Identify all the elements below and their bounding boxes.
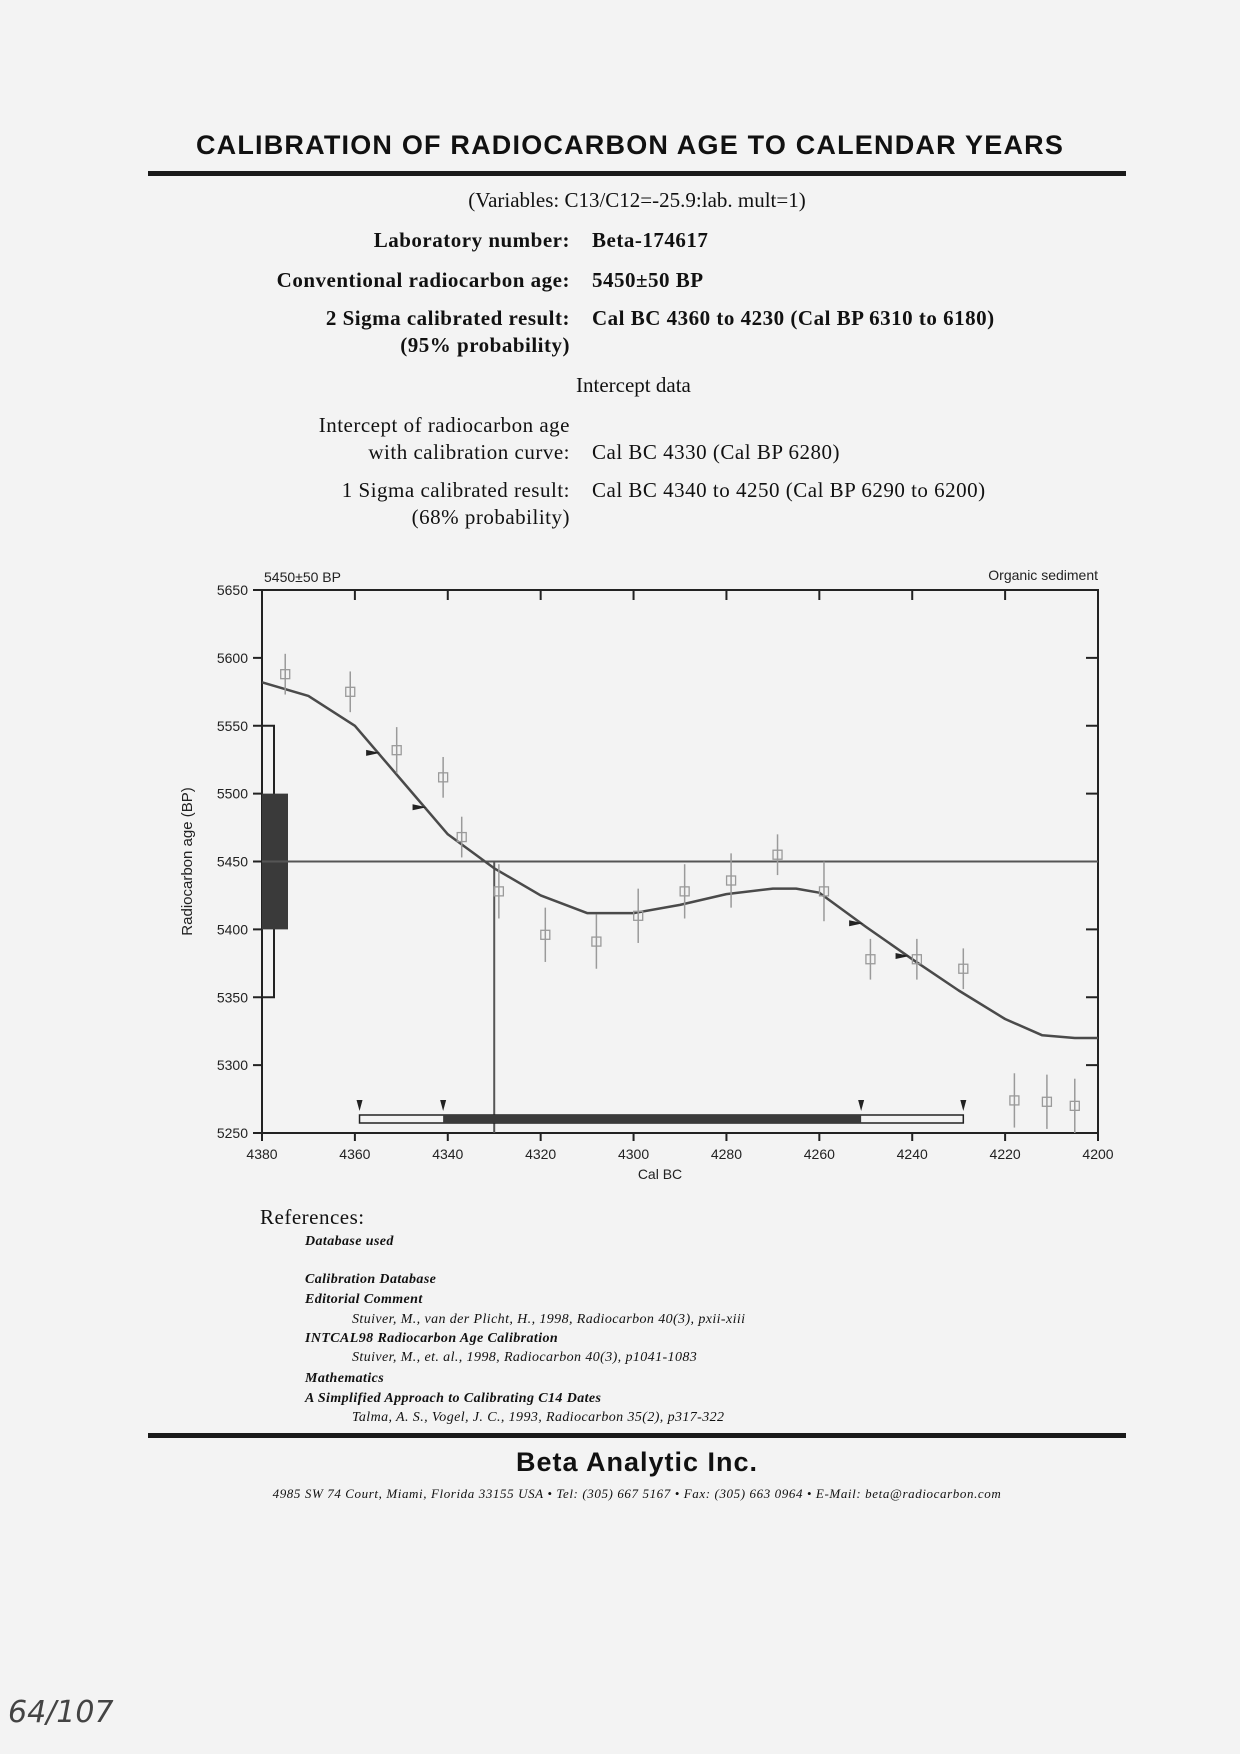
y-tick-label: 5400 xyxy=(216,921,248,938)
sigma2-probability: (95% probability) xyxy=(400,333,570,357)
company-name: Beta Analytic Inc. xyxy=(515,1447,759,1477)
handwritten-page-number: 64/107 xyxy=(8,1695,114,1730)
chart-sample-label: 5450±50 BP xyxy=(264,569,341,585)
x-tick-label: 4380 xyxy=(246,1146,278,1162)
conventional-age-value: 5450±50 BP xyxy=(592,268,704,292)
x-tick-label: 4200 xyxy=(1082,1146,1114,1162)
y-tick-label: 5600 xyxy=(216,649,248,666)
range-marker xyxy=(357,1100,363,1111)
curve-arrow-marker xyxy=(366,750,380,756)
x-tick-label: 4260 xyxy=(803,1146,835,1162)
curve-arrow-marker xyxy=(413,804,427,810)
x-tick-label: 4360 xyxy=(339,1146,371,1162)
company-address: 4985 SW 74 Court, Miami, Florida 33155 USA • Tel: (305) 667 5167 • Fax: (305) 663 0964 • E-Mail: beta@radiocarbon.com xyxy=(272,1486,1002,1501)
chart-material-label: Organic sediment xyxy=(988,567,1098,583)
x-tick-label: 4300 xyxy=(617,1146,650,1162)
intercept-value: Cal BC 4330 (Cal BP 6280) xyxy=(592,440,840,464)
y-tick-label: 5650 xyxy=(216,582,248,598)
sigma1-probability: (68% probability) xyxy=(411,505,570,529)
y-tick-label: 5500 xyxy=(216,785,248,802)
y-tick-label: 5300 xyxy=(216,1057,248,1074)
sigma1-value: Cal BC 4340 to 4250 (Cal BP 6290 to 6200) xyxy=(592,478,986,502)
conventional-age-label: Conventional radiocarbon age: xyxy=(276,268,570,292)
x-tick-label: 4240 xyxy=(896,1146,928,1162)
ref-editorial-comment: Editorial Comment xyxy=(305,1292,423,1307)
lab-number-value: Beta-174617 xyxy=(592,228,709,252)
sigma1-label: 1 Sigma calibrated result: xyxy=(341,478,570,502)
ref-database-used: Database used xyxy=(305,1234,394,1249)
x-tick-label: 4220 xyxy=(989,1146,1021,1162)
y-tick-label: 5250 xyxy=(216,1125,248,1141)
page-title: CALIBRATION OF RADIOCARBON AGE TO CALENDAR YEARS xyxy=(195,130,1065,160)
intercept-heading: Intercept data xyxy=(576,373,691,397)
ref-editorial-citation: Stuiver, M., van der Plicht, H., 1998, Radiocarbon 40(3), pxii-xiii xyxy=(352,1312,746,1327)
calibration-curve xyxy=(262,682,1098,1038)
x-tick-label: 4340 xyxy=(432,1146,464,1162)
ref-simplified-citation: Talma, A. S., Vogel, J. C., 1993, Radiocarbon 35(2), p317-322 xyxy=(352,1410,725,1425)
y-tick-label: 5350 xyxy=(216,989,248,1006)
y-tick-label: 5550 xyxy=(216,717,248,734)
intercept-label-2: with calibration curve: xyxy=(368,440,570,464)
intercept-label-1: Intercept of radiocarbon age xyxy=(318,413,570,437)
footer-rule xyxy=(148,1433,1126,1438)
range-marker xyxy=(440,1100,446,1111)
ref-calibration-database: Calibration Database xyxy=(305,1272,437,1287)
range-marker xyxy=(960,1100,966,1111)
sigma1-cal-range xyxy=(443,1115,861,1123)
lab-number-label: Laboratory number: xyxy=(373,228,570,252)
x-tick-label: 4280 xyxy=(710,1146,743,1162)
sigma2-value: Cal BC 4360 to 4230 (Cal BP 6310 to 6180) xyxy=(592,306,995,330)
y-tick-label: 5450 xyxy=(216,853,248,870)
references-heading: References: xyxy=(260,1205,365,1229)
sigma2-label: 2 Sigma calibrated result: xyxy=(325,306,570,330)
y-axis-label: Radiocarbon age (BP) xyxy=(179,787,196,936)
x-axis-label: Cal BC xyxy=(637,1166,683,1182)
ref-intcal: INTCAL98 Radiocarbon Age Calibration xyxy=(305,1331,559,1346)
range-marker xyxy=(858,1100,864,1111)
ref-simplified-approach: A Simplified Approach to Calibrating C14 Dates xyxy=(305,1391,602,1406)
ref-mathematics: Mathematics xyxy=(305,1371,385,1386)
variables-line: (Variables: C13/C12=-25.9:lab. mult=1) xyxy=(468,188,806,212)
x-tick-label: 4320 xyxy=(525,1146,557,1162)
ref-intcal-citation: Stuiver, M., et. al., 1998, Radiocarbon 40(3), p1041-1083 xyxy=(352,1350,698,1365)
